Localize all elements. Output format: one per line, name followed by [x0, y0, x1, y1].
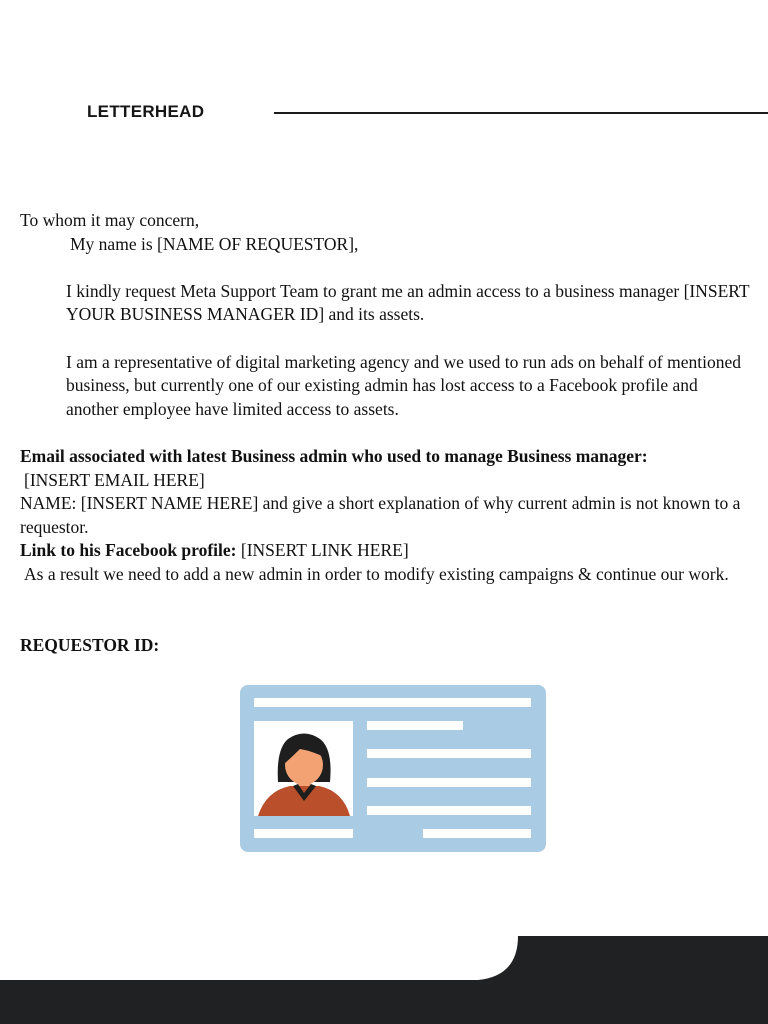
request-paragraph: I kindly request Meta Support Team to grant me an admin access to a business manager [INSERT YOUR BUSINESS MANAGER ID] and its assets. [66, 280, 750, 325]
letterhead-label: LETTERHEAD [87, 102, 205, 121]
card-line-3 [367, 778, 531, 787]
card-line-4 [367, 806, 531, 815]
context-paragraph: I am a representative of digital marketing agency and we used to run ads on behalf of mentioned business, but currently one of our existing admin has lost access to a Facebook profile and another employee have limited access to assets. [66, 351, 741, 419]
card-top-stripe [254, 698, 531, 707]
link-value: [INSERT LINK HERE] [240, 540, 409, 561]
footer-band [0, 936, 768, 1024]
letterhead-rule [274, 112, 768, 114]
link-line [20, 539, 752, 563]
requestor-id-label: REQUESTOR ID: [20, 634, 160, 655]
link-label: Link to his Facebook profile: [20, 540, 237, 561]
closing-paragraph: As a result we need to add a new admin in order to modify existing campaigns & continue our work. [24, 563, 729, 584]
card-bottom-line-left [254, 829, 353, 838]
email-label: Email associated with latest Business admin who used to manage Business manager: [20, 445, 648, 466]
name-line: NAME: [INSERT NAME HERE] and give a short explanation of why current admin is not known to a requestor. [20, 493, 741, 537]
card-line-1 [367, 721, 463, 730]
intro-line: My name is [NAME OF REQUESTOR], [70, 233, 359, 254]
salutation: To whom it may concern, [20, 210, 200, 230]
card-line-2 [367, 749, 531, 758]
letter-body [20, 209, 752, 657]
id-card-icon [240, 685, 546, 852]
card-bottom-line-right [423, 829, 531, 838]
email-value: [INSERT EMAIL HERE] [24, 469, 205, 490]
